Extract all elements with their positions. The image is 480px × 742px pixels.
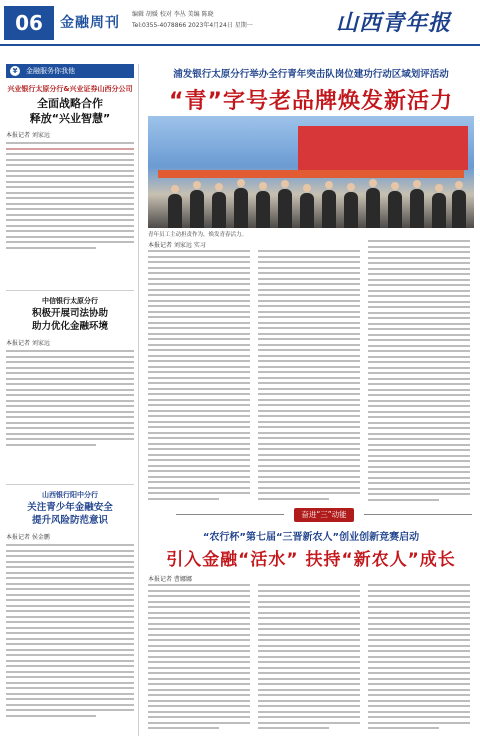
main-article-headline: “青”字号老品牌焕发新活力 — [169, 89, 453, 114]
article2-body — [6, 350, 134, 449]
article3-kicker: 山西银行阳中分行 — [42, 491, 98, 499]
article2-headline-1: 积极开展司法协助 — [31, 308, 108, 319]
contact-date: Tel:0355-4078866 2023年4月24日 星期一 — [132, 22, 253, 29]
article3-headline-1: 关注青少年金融安全 — [27, 502, 113, 513]
second-article-column — [258, 584, 360, 733]
article3-body — [6, 544, 134, 720]
banner-label: 金融服务你我他 — [26, 67, 75, 75]
second-article-byline: 本报记者 曹娜娜 — [148, 576, 192, 583]
page-header — [0, 0, 480, 46]
main-article-photo — [148, 116, 474, 228]
section-tag-label: 奋进“三”动能 — [294, 508, 354, 522]
article2-headline-2: 助力优化金融环境 — [31, 321, 108, 332]
article3-byline: 本报记者 侯金鹏 — [6, 534, 50, 541]
section-divider — [6, 290, 134, 291]
section-title: 金融周刊 — [60, 15, 120, 31]
main-article-column — [258, 250, 360, 503]
column-banner — [6, 64, 134, 78]
article1-headline-2: 释放“兴业智慧” — [29, 112, 111, 125]
main-article-column — [368, 240, 470, 504]
editor-credits: 编辑 胡媛 校对 李丛 美编 陈晓 — [132, 11, 214, 18]
article1-byline: 本报记者 刘家远 — [6, 132, 50, 139]
column-divider — [138, 64, 139, 736]
main-article-column — [148, 250, 250, 503]
main-article-byline: 本报记者 刘家远 实习 — [148, 242, 206, 249]
main-article-kicker: 浦发银行太原分行举办全行青年突击队岗位建功行动区域划评活动 — [173, 69, 449, 80]
second-article-headline: 引入金融“活水” 扶持“新农人”成长 — [166, 550, 456, 570]
page-number: 06 — [4, 6, 54, 40]
article2-byline: 本报记者 刘家远 — [6, 340, 50, 347]
article1-body — [6, 142, 134, 252]
section-tag — [176, 508, 472, 522]
article1-kicker: 兴业银行太原分行&兴业证券山西分公司 — [7, 85, 133, 93]
second-article-column — [368, 584, 470, 733]
photo-caption: 青年员工主动担责作为，焕发青春活力。 — [148, 232, 248, 238]
header-divider — [0, 44, 480, 46]
second-article-column — [148, 584, 250, 733]
article2-kicker: 中信银行太原分行 — [42, 297, 98, 305]
article3-headline-2: 提升风险防范意识 — [31, 515, 108, 526]
newspaper-masthead-logo: 山西青年报 — [336, 10, 452, 36]
section-divider — [6, 484, 134, 485]
yuan-icon: ¥ — [10, 66, 20, 76]
second-article-kicker: “农行杯”第七届“三晋新农人”创业创新竞赛启动 — [202, 532, 420, 543]
article1-headline-1: 全面战略合作 — [37, 97, 103, 110]
